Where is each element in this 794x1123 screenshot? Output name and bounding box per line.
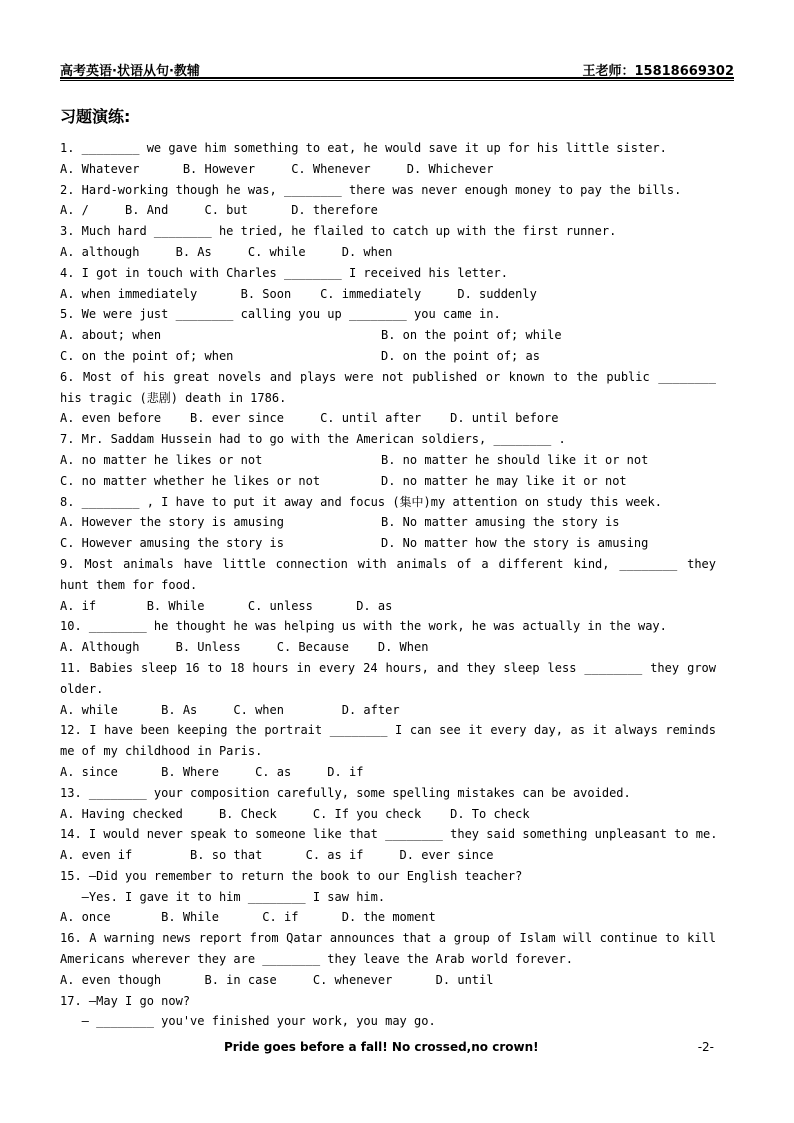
header-contact: 王老师：15818669302 xyxy=(582,64,734,79)
option-c: C. on the point of; when xyxy=(60,348,234,363)
option-a: A. However the story is amusing xyxy=(60,515,284,530)
question-7-options-row2 xyxy=(60,471,716,492)
question-3-options: A. although B. As C. while D. when xyxy=(60,244,393,259)
question-11-stem: 11. Babies sleep 16 to 18 hours in every 24 hours, and they sleep less ________ they grow older. xyxy=(60,660,716,696)
question-13-stem: 13. ________ your composition carefully, some spelling mistakes can be avoided. xyxy=(60,785,631,800)
question-12-stem: 12. I have been keeping the portrait ________ I can see it every day, as it always reminds me of my childhood in Paris. xyxy=(60,723,716,759)
question-7-stem: 7. Mr. Saddam Hussein had to go with the American soldiers, ________ . xyxy=(60,432,566,447)
question-8-options-row2 xyxy=(60,533,716,554)
option-b: B. No matter amusing the story is xyxy=(381,515,620,530)
question-17-reply: — ________ you've finished your work, you may go. xyxy=(60,1014,436,1029)
question-11-options: A. while B. As C. when D. after xyxy=(60,702,400,717)
question-3-stem: 3. Much hard ________ he tried, he flailed to catch up with the first runner. xyxy=(60,224,617,239)
exercise-list xyxy=(60,138,716,1032)
question-12-options: A. since B. Where C. as D. if xyxy=(60,764,364,779)
header-title: 高考英语·状语从句·教辅 xyxy=(60,64,200,79)
question-15-stem: 15. —Did you remember to return the book to our English teacher? xyxy=(60,868,523,883)
option-d: D. on the point of; as xyxy=(381,348,540,363)
question-14-stem: 14. I would never speak to someone like that ________ they said something unpleasant to me. xyxy=(60,827,718,842)
option-a: A. no matter he likes or not xyxy=(60,452,263,467)
question-8-stem: 8. ________ , I have to put it away and focus (集中)my attention on study this week. xyxy=(60,494,662,509)
question-16-stem: 16. A warning news report from Qatar announces that a group of Islam will continue to kill Americans wherever they are ________ they leave the Arab world forever. xyxy=(60,931,716,967)
option-a: A. about; when xyxy=(60,328,162,343)
question-16-options: A. even though B. in case C. whenever D. until xyxy=(60,972,494,987)
question-10-options: A. Although B. Unless C. Because D. When xyxy=(60,640,429,655)
question-17-stem: 17. —May I go now? xyxy=(60,993,191,1008)
question-4-options: A. when immediately B. Soon C. immediately D. suddenly xyxy=(60,286,537,301)
option-c: C. However amusing the story is xyxy=(60,536,284,551)
section-title: 习题演练: xyxy=(60,107,131,126)
footer-motto: Pride goes before a fall! No crossed,no crown! xyxy=(224,1040,539,1054)
question-7-options-row1 xyxy=(60,450,716,471)
question-9-options: A. if B. While C. unless D. as xyxy=(60,598,393,613)
question-14-options: A. even if B. so that C. as if D. ever since xyxy=(60,848,494,863)
question-1-options: A. Whatever B. However C. Whenever D. Whichever xyxy=(60,161,494,176)
page-number: -2- xyxy=(697,1040,714,1054)
question-6-stem: 6. Most of his great novels and plays were not published or known to the public ________ his tragic (悲剧) death in 1786. xyxy=(60,369,716,405)
question-4-stem: 4. I got in touch with Charles ________ I received his letter. xyxy=(60,265,508,280)
question-10-stem: 10. ________ he thought he was helping us with the work, he was actually in the way. xyxy=(60,619,667,634)
option-b: B. on the point of; while xyxy=(381,328,562,343)
question-15-reply: —Yes. I gave it to him ________ I saw him. xyxy=(60,889,386,904)
question-13-options: A. Having checked B. Check C. If you check D. To check xyxy=(60,806,530,821)
question-5-options-row2 xyxy=(60,346,716,367)
question-1-stem: 1. ________ we gave him something to eat, he would save it up for his little sister. xyxy=(60,141,667,155)
page-header xyxy=(60,58,734,78)
question-5-stem: 5. We were just ________ calling you up ________ you came in. xyxy=(60,307,501,322)
option-b: B. no matter he should like it or not xyxy=(381,452,649,467)
question-6-options: A. even before B. ever since C. until after D. until before xyxy=(60,411,559,426)
header-rule xyxy=(60,77,734,79)
question-15-options: A. once B. While C. if D. the moment xyxy=(60,910,436,925)
option-c: C. no matter whether he likes or not xyxy=(60,473,321,488)
question-9-stem: 9. Most animals have little connection with animals of a different kind, ________ they hunt them for food. xyxy=(60,556,716,592)
question-8-options-row1 xyxy=(60,512,716,533)
option-d: D. no matter he may like it or not xyxy=(381,473,627,488)
header-rule-thin xyxy=(60,80,734,81)
question-2-stem: 2. Hard-working though he was, ________ there was never enough money to pay the bills. xyxy=(60,182,682,197)
question-5-options-row1 xyxy=(60,325,716,346)
question-2-options: A. / B. And C. but D. therefore xyxy=(60,203,378,218)
page-footer xyxy=(0,1040,794,1060)
option-d: D. No matter how the story is amusing xyxy=(381,536,649,551)
